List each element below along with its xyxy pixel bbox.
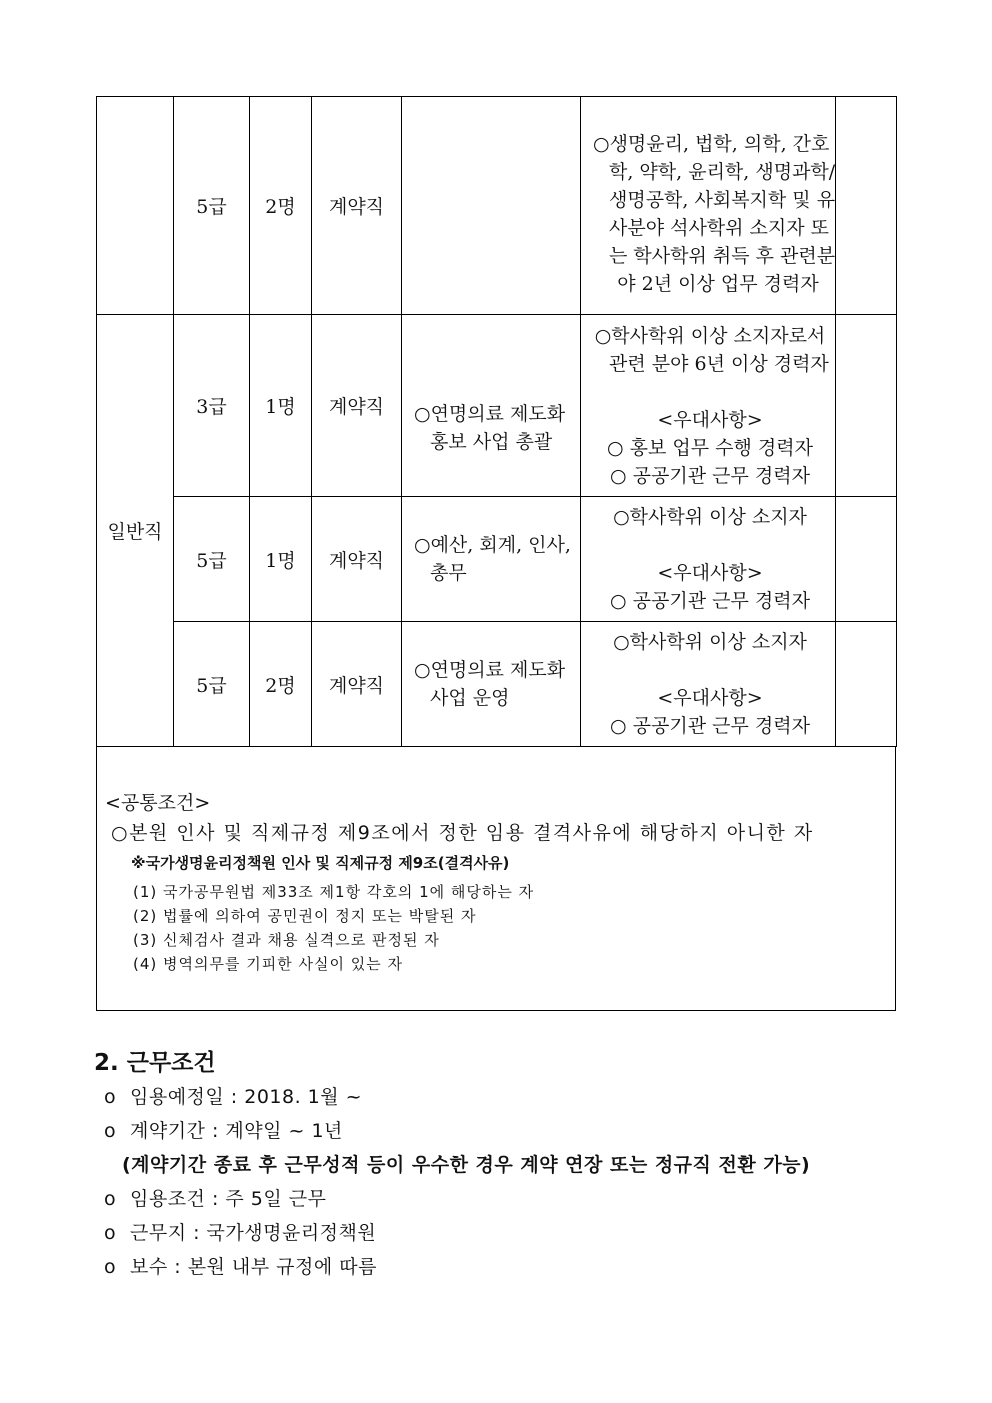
list-item: (3) 신체검사 결과 채용 실격으로 판정된 자	[133, 931, 440, 949]
qualification-cell	[581, 97, 836, 315]
count-cell: 2명	[250, 97, 312, 315]
table-row	[97, 97, 897, 315]
work-conditions-list	[104, 1080, 810, 1284]
common-conditions-title: <공통조건>	[105, 792, 211, 814]
disqualification-list	[133, 880, 534, 976]
duty-line: ○연명의료 제도화	[414, 659, 566, 681]
bullet: o	[104, 1256, 117, 1278]
qualification-line: 야 2년 이상 업무 경력자	[617, 272, 819, 295]
qualification-line: 생명공학, 사회복지학 및 유	[609, 188, 836, 211]
type-cell: 계약직	[312, 315, 402, 497]
qualification-line: 관련 분야 6년 이상 경력자	[609, 352, 829, 375]
category-cell	[97, 97, 174, 315]
list-item	[104, 1182, 810, 1216]
qualification-line: ○생명윤리, 법학, 의학, 간호	[593, 132, 830, 155]
qualification-line: 학, 약학, 윤리학, 생명과학/	[609, 160, 836, 183]
recruitment-table	[96, 96, 897, 747]
note-cell	[836, 497, 897, 622]
duty-line: ○예산, 회계, 인사,	[414, 534, 571, 556]
duty-cell	[402, 315, 581, 497]
qualification-cell	[581, 497, 836, 622]
list-item: (1) 국가공무원법 제33조 제1항 각호의 1에 해당하는 자	[133, 883, 535, 901]
bullet: o	[104, 1086, 117, 1108]
count-cell: 1명	[250, 315, 312, 497]
note-cell	[836, 622, 897, 747]
type-cell: 계약직	[312, 497, 402, 622]
duty-cell	[402, 622, 581, 747]
duty-line: 사업 운영	[430, 687, 510, 709]
common-conditions-box	[96, 746, 896, 1011]
preference-title: <우대사항>	[657, 562, 763, 584]
preference-line: ○ 공공기관 근무 경력자	[610, 464, 810, 487]
qualification-line: ○학사학위 이상 소지자	[613, 506, 807, 528]
preference-line: ○ 공공기관 근무 경력자	[610, 590, 810, 612]
salary-text: 보수 : 본원 내부 규정에 따름	[130, 1256, 377, 1278]
contract-note: (계약기간 종료 후 근무성적 등이 우수한 경우 계약 연장 또는 정규직 전환 가능)	[122, 1154, 811, 1176]
qualification-line: 사분야 석사학위 소지자 또	[609, 216, 830, 239]
note-cell	[836, 97, 897, 315]
duty-cell	[402, 497, 581, 622]
grade-cell: 5급	[174, 622, 250, 747]
list-item: (2) 법률에 의하여 공민권이 정지 또는 박탈된 자	[133, 907, 477, 925]
section-heading: 2. 근무조건	[94, 1050, 216, 1076]
category-cell: 일반직	[97, 315, 174, 747]
duty-cell	[402, 97, 581, 315]
preference-line: ○ 홍보 업무 수행 경력자	[607, 436, 813, 459]
count-cell: 1명	[250, 497, 312, 622]
grade-cell: 5급	[174, 497, 250, 622]
bullet: o	[104, 1222, 117, 1244]
note-cell	[836, 315, 897, 497]
qualification-cell	[581, 315, 836, 497]
preference-title: <우대사항>	[657, 408, 763, 431]
grade-cell: 5급	[174, 97, 250, 315]
disqualification-note: ※국가생명윤리정책원 인사 및 직제규정 제9조(결격사유)	[131, 854, 510, 872]
list-item	[104, 1080, 810, 1114]
grade-cell: 3급	[174, 315, 250, 497]
qualification-line: ○학사학위 이상 소지자로서	[594, 324, 826, 347]
start-date-text: 임용예정일 : 2018. 1월 ~	[130, 1086, 363, 1108]
preference-title: <우대사항>	[657, 687, 763, 709]
type-cell: 계약직	[312, 622, 402, 747]
type-cell: 계약직	[312, 97, 402, 315]
list-item: (4) 병역의무를 기피한 사실이 있는 자	[133, 955, 403, 973]
bullet: o	[104, 1120, 117, 1142]
qualification-line: ○학사학위 이상 소지자	[613, 631, 807, 653]
duty-line: 총무	[430, 562, 467, 584]
list-item	[104, 1250, 810, 1284]
table-row	[97, 497, 897, 622]
list-item	[104, 1216, 810, 1250]
list-item	[104, 1114, 810, 1148]
duty-line: 홍보 사업 총괄	[430, 430, 553, 453]
count-cell: 2명	[250, 622, 312, 747]
qualification-line: 는 학사학위 취득 후 관련분	[609, 244, 836, 267]
common-conditions-main: ○본원 인사 및 직제규정 제9조에서 정한 임용 결격사유에 해당하지 아니한 자	[111, 822, 814, 844]
qualification-cell	[581, 622, 836, 747]
table-row	[97, 622, 897, 747]
bullet: o	[104, 1188, 117, 1210]
duty-line: ○연명의료 제도화	[414, 402, 566, 425]
employment-condition-text: 임용조건 : 주 5일 근무	[130, 1188, 327, 1210]
table-row	[97, 315, 897, 497]
work-location-text: 근무지 : 국가생명윤리정책원	[130, 1222, 377, 1244]
contract-period-text: 계약기간 : 계약일 ~ 1년	[130, 1120, 343, 1142]
preference-line: ○ 공공기관 근무 경력자	[610, 715, 810, 737]
